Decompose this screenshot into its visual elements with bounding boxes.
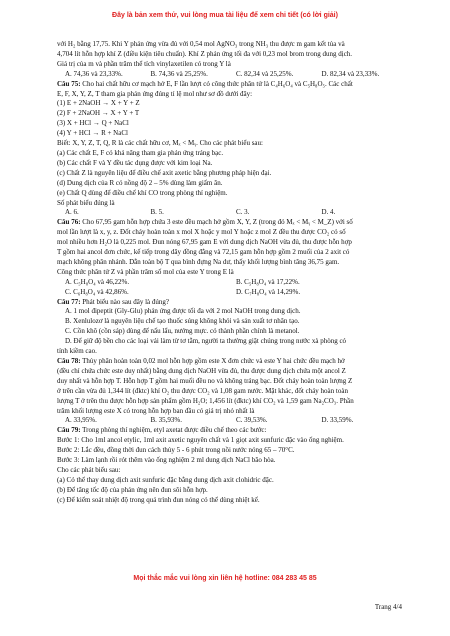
question-label: Câu 78:: [57, 357, 81, 365]
text-line: mol nhiều hơn H₂O là 0,225 mol. Đun nóng 67,95 gam E với dung dịch NaOH vừa đủ, thu được hỗn hợp: [57, 238, 352, 247]
question-79: [57, 426, 407, 436]
question-75: [57, 80, 407, 90]
text-line: trăm khối lượng este X có trong hỗn hợp ban đầu có giá trị nhỏ nhất là: [57, 406, 255, 415]
question-label: Câu 76:: [57, 218, 81, 227]
document-body: [57, 40, 407, 506]
question-77: [57, 298, 407, 308]
option: C. Cồn khô (cồn sáp) dùng để nấu lẩu, nướng mực. có thành phần chính là metanol.: [65, 327, 300, 336]
text-line: (a) Có thể thay dung dịch axit sunfuric đặc bằng dung dịch axit clohidric đặc.: [57, 475, 274, 484]
text-line: (d) Dung dịch của R có nồng độ 2 – 5% dùng làm giấm ăn.: [57, 178, 223, 187]
text-line: (c) Chất Z là nguyên liệu để điều chế axit axetic bằng phương pháp hiện đại.: [57, 168, 272, 177]
option: B. Xenlulozơ là nguyên liệu chế tạo thuốc súng không khói và sản xuất tơ nhân tạo.: [65, 317, 300, 326]
question-76: [57, 218, 407, 228]
option: C. 39,53%.: [236, 416, 268, 425]
question-label: Câu 75:: [57, 79, 81, 88]
text-line: lượng T ở trên thu được hỗn hợp sản phẩm gồm H₂O; 1,456 lít (đktc) khí CO₂ và 1,59 gam Na₂CO₃. Phần: [57, 396, 354, 405]
option: C. 82,34 và 25,25%.: [236, 69, 294, 78]
text-line: với H₂ bằng 17,75. Khi Y phản ứng vừa đủ với 0,54 mol AgNO₃ trong NH₃ thu được m gam kết tủa và: [57, 40, 345, 48]
option: C. C₆H₈O₄ và 42,86%.: [65, 287, 129, 296]
option: A. C₅H₈O₄ và 46,22%.: [65, 277, 130, 286]
question-label: Câu 79:: [57, 426, 81, 435]
text-line: (b) Để tăng tốc độ của phản ứng nên đun sôi hỗn hợp.: [57, 485, 208, 494]
text-line: Biết: X, Y, Z, T, Q, R là các chất hữu cơ, Mₓ < Mᵧ. Cho các phát biểu sau:: [57, 139, 263, 148]
footer-banner: Mọi thắc mắc vui lòng xin liên hệ hotline: 084 283 45 85: [133, 575, 317, 582]
text-line: (2) F + 2NaOH → X + Y + T: [57, 109, 140, 118]
text-line: Số phát biểu đúng là: [57, 198, 115, 207]
answer-options: [57, 278, 407, 288]
text-line: Công thức phân tử Z và phần trăm số mol của este Y trong E là: [57, 267, 234, 276]
option: D. 33,59%.: [321, 416, 354, 425]
text-line: Thủy phân hoàn toàn 0,02 mol hỗn hợp gồm este X đơn chức và este Y hai chức đều mạch hở: [80, 357, 345, 365]
option: B. 5.: [150, 208, 164, 217]
text-line: Cho hai chất hữu cơ mạch hở E, F lần lượt có công thức phân tử là C₄H₆O₄ và C₅H₈O₅. Các chất: [80, 79, 353, 88]
option: D. 82,34 và 23,33%.: [321, 69, 380, 78]
text-line: Giá trị của m và phần trăm thể tích vinylaxetilen có trong Y là: [57, 59, 231, 68]
text-line: (3) X + HCl → Q + NaCl: [57, 119, 129, 128]
answer-options: [57, 70, 407, 80]
text-line: (c) Để kiểm soát nhiệt độ trong quá trình đun nóng có thể dùng nhiệt kế.: [57, 495, 260, 504]
text-line: (b) Các chất F và Y đều tác dụng được với kim loại Na.: [57, 158, 213, 167]
text-line: (4) Y + HCl → R + NaCl: [57, 129, 128, 138]
text-line: (1) E + 2NaOH → X + Y + Z: [57, 99, 140, 108]
text-line: (e) Chất Q dùng để điều chế khí CO trong phòng thí nghiệm.: [57, 188, 228, 197]
option: A. 33,95%.: [65, 416, 97, 425]
text-line: duy nhất và hỗn hợp T. Hỗn hợp T gồm hai muối đều no và không tráng bạc. Đốt cháy hoàn toàn lượng Z: [57, 376, 353, 385]
answer-options: [57, 208, 407, 218]
text-line: Bước 3: Làm lạnh rồi rót thêm vào ống nghiệm 2 ml dung dịch NaCl bão hòa.: [57, 456, 276, 465]
option: B. 74,36 và 25,25%.: [150, 69, 208, 78]
option: D. Để giữ độ bền cho các loại vải làm từ tơ tằm, người ta thường giặt chúng trong nước xà phòng có: [65, 337, 347, 346]
text-line: (a) Các chất E, F có khả năng tham gia phản ứng tráng bạc.: [57, 148, 224, 157]
text-line: T gồm hai ancol đơn chức, kế tiếp trong dãy đồng đẳng và 72,15 gam hỗn hợp gồm 2 muối của 2 axit có: [57, 248, 350, 257]
text-line: mol lần lượt là x, y, z. Đốt cháy hoàn toàn x mol X hoặc y mol Y hoặc z mol Z đều thu được CO₂ có số: [57, 228, 346, 237]
page-number: Trang 4/4: [374, 603, 402, 611]
text-line: Trong phòng thí nghiệm, etyl axetat được điều chế theo các bước:: [80, 426, 267, 435]
option: B. C₅H₈O₄ và 17,22%.: [236, 277, 300, 286]
question-78: [57, 357, 407, 367]
answer-options: [57, 288, 407, 298]
question-label: Câu 77:: [57, 297, 81, 306]
text-line: Bước 1: Cho 1ml ancol etylic, 1ml axit axetic nguyên chất và 1 giọt axit sunfuric đặc vào ống nghiệm.: [57, 436, 344, 445]
option: D. C₇H₈O₄ và 14,29%.: [236, 287, 301, 296]
text-line: tính kiềm cao.: [57, 347, 97, 356]
answer-options: [57, 416, 407, 426]
text-line: Cho các phát biểu sau:: [57, 465, 121, 474]
text-line: ở trên cần vừa đủ 1,344 lít (đktc) khí O₂ thu được CO₂ và 1,08 gam nước. Mặt khác, đốt cháy hoàn toàn: [57, 386, 348, 395]
option: B. 35,93%.: [150, 416, 182, 425]
option: A. 6.: [65, 208, 79, 217]
text-line: mạch không phân nhánh. Dẫn toàn bộ T qua bình đựng Na dư, thấy khối lượng bình tăng 36,75 gam.: [57, 257, 340, 266]
text-line: (đều chỉ chứa chức este duy nhất) bằng dung dịch NaOH vừa đủ, thu được dung dịch chứa một ancol Z: [57, 366, 346, 375]
option: D. 4.: [321, 208, 336, 217]
header-banner: Đây là bản xem thử, vui lòng mua tài liệu để xem chi tiết (có lời giải): [112, 12, 338, 19]
option: A. 1 mol đipeptit (Gly-Glu) phản ứng được tối đa với 2 mol NaOH trong dung dịch.: [65, 307, 301, 316]
text-line: 4,704 lít hỗn hợp khí Z (điều kiện tiêu chuẩn). Khí Z phản ứng tối đa với 0,23 mol brom trong dung dịch.: [57, 49, 353, 58]
text-line: Phát biểu nào sau đây là đúng?: [80, 297, 169, 306]
text-line: Bước 2: Lắc đều, đồng thời đun cách thủy 5 - 6 phút trong nồi nước nóng 65 – 70°C.: [57, 446, 295, 455]
option: A. 74,36 và 23,33%.: [65, 69, 123, 78]
text-line: E, F, X, Y, Z, T tham gia phản ứng đúng tỉ lệ mol như sơ đồ dưới đây:: [57, 89, 253, 98]
text-line: Cho 67,95 gam hỗn hợp chứa 3 este đều mạch hở gồm X, Y, Z (trong đó Mₓ < Mᵧ < M_Z) với số: [80, 218, 353, 227]
option: C. 3.: [236, 208, 250, 217]
